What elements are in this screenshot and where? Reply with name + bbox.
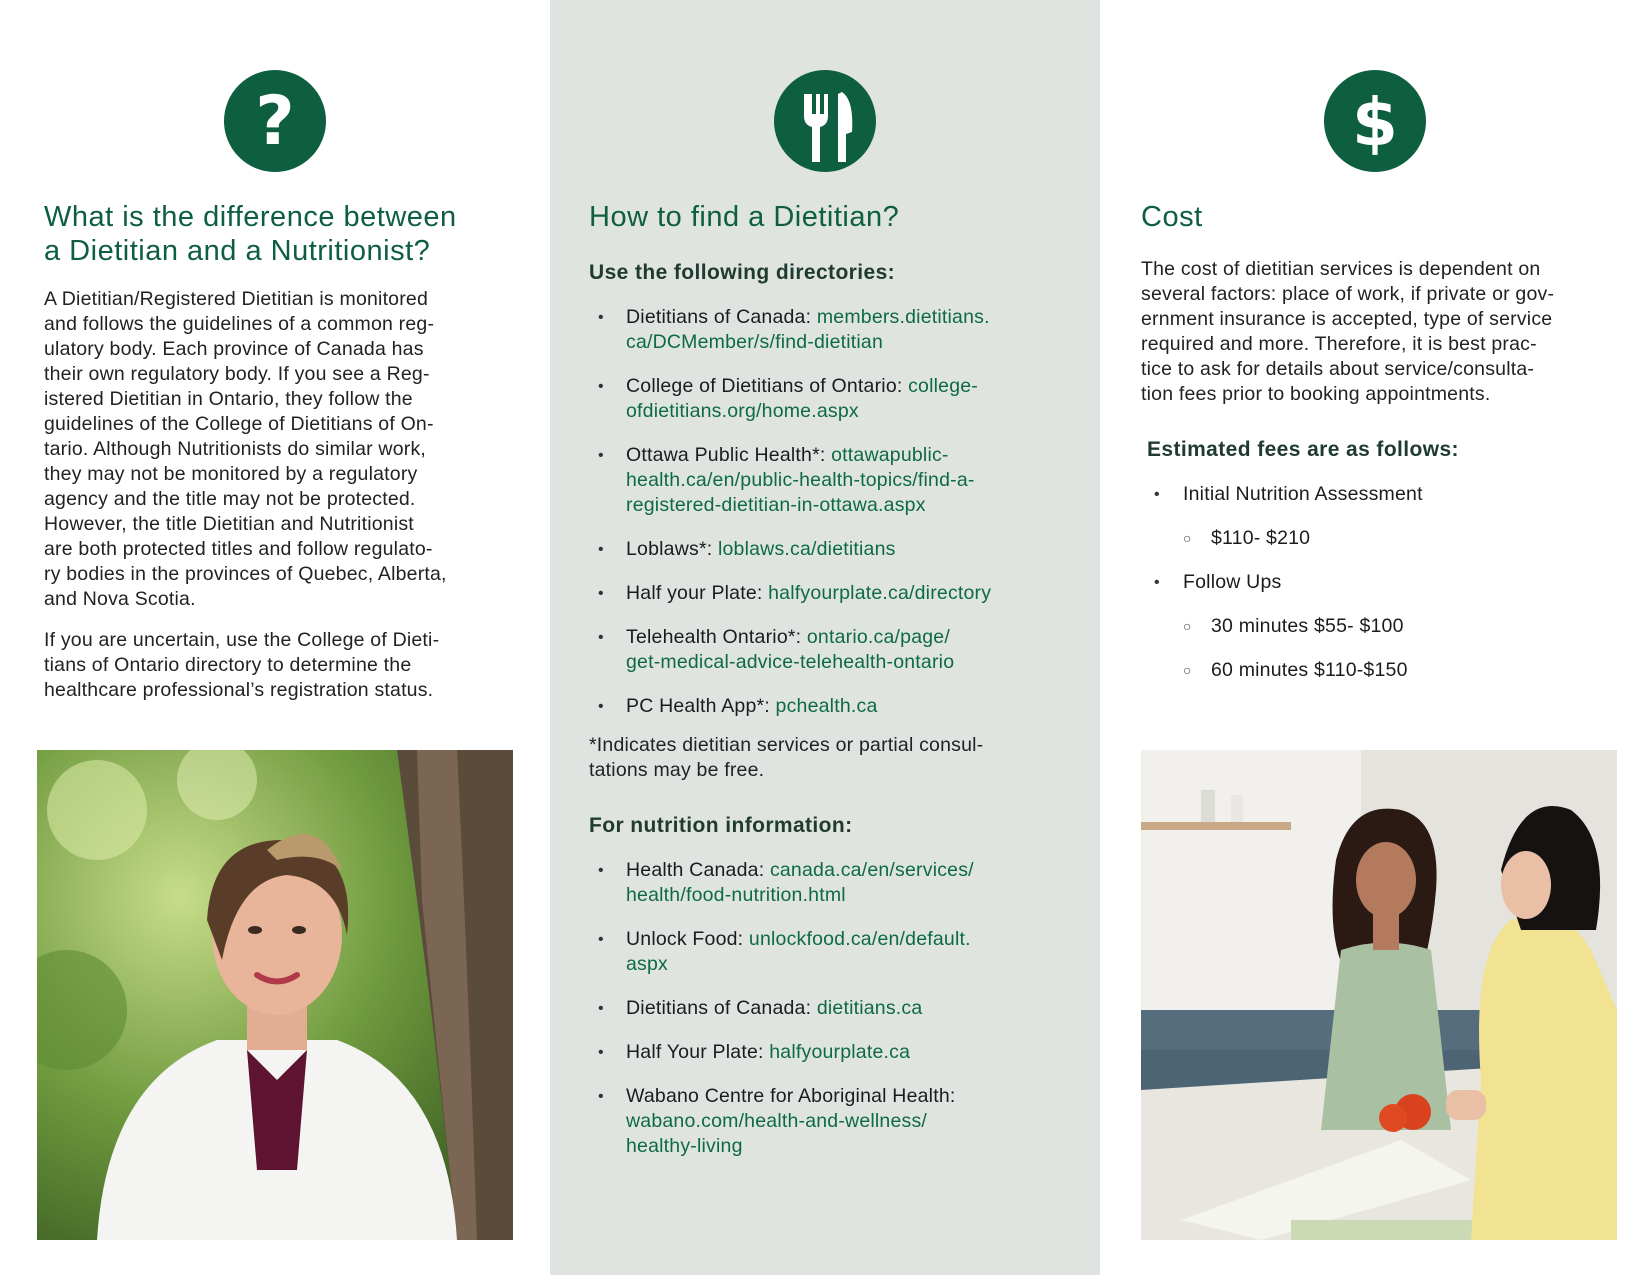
resource-label: Dietitians of Canada: xyxy=(626,997,817,1019)
fee-item: • Initial Nutrition Assessment xyxy=(1147,482,1627,507)
resource-link[interactable]: wabano.com/health-and-wellness/ xyxy=(626,1110,928,1132)
difference-heading xyxy=(44,200,457,268)
list-item xyxy=(589,858,1089,908)
text-line: healthcare professional’s registration status. xyxy=(44,679,434,701)
list-item xyxy=(589,443,1089,518)
fee-subitem: ○ 30 minutes $55- $100 xyxy=(1147,614,1627,639)
kitchen-consultation-photo xyxy=(1141,750,1617,1240)
fork-knife-icon xyxy=(774,70,876,172)
directory-link[interactable]: ofdietitians.org/home.aspx xyxy=(626,400,859,422)
list-item xyxy=(589,694,1089,719)
text-line: and follows the guidelines of a common reg- xyxy=(44,313,435,335)
cost-paragraph xyxy=(1141,257,1636,407)
difference-heading-line1: What is the difference between xyxy=(44,201,457,233)
text-line: tario. Although Nutritionists do similar work, xyxy=(44,438,427,460)
text-line: tion fees prior to booking appointments. xyxy=(1141,383,1491,405)
directory-link[interactable]: loblaws.ca/dietitians xyxy=(717,538,896,560)
resource-label: Wabano Centre for Aboriginal Health: xyxy=(626,1085,956,1107)
text-line: several factors: place of work, if private or gov- xyxy=(1141,283,1555,305)
resource-label: Health Canada: xyxy=(626,859,770,881)
directory-label: PC Health App*: xyxy=(626,695,776,717)
resource-link[interactable]: dietitians.ca xyxy=(816,997,923,1019)
text-line: ernment insurance is accepted, type of service xyxy=(1141,308,1553,330)
list-item xyxy=(589,305,1089,355)
free-services-footnote xyxy=(589,733,1089,783)
directory-link[interactable]: pchealth.ca xyxy=(775,695,878,717)
text-line: However, the title Dietitian and Nutritionist xyxy=(44,513,414,535)
difference-column xyxy=(0,0,550,1275)
directory-link[interactable]: health.ca/en/public-health-topics/find-a- xyxy=(626,469,975,491)
resource-link[interactable]: unlockfood.ca/en/default. xyxy=(748,928,971,950)
directory-link[interactable]: college- xyxy=(908,375,978,397)
difference-paragraph-2 xyxy=(44,628,534,703)
resource-label: Unlock Food: xyxy=(626,928,749,950)
directory-link[interactable]: registered-dietitian-in-ottawa.aspx xyxy=(626,494,926,516)
directory-link[interactable]: ottawapublic- xyxy=(831,444,949,466)
text-line: their own regulatory body. If you see a Reg- xyxy=(44,363,430,385)
fee-subitem: ○ 60 minutes $110-$150 xyxy=(1147,658,1627,683)
text-line: are both protected titles and follow regulato- xyxy=(44,538,433,560)
difference-heading-line2: a Dietitian and a Nutritionist? xyxy=(44,235,431,267)
text-line: tations may be free. xyxy=(589,759,765,781)
text-line: tians of Ontario directory to determine the xyxy=(44,654,412,676)
nutrition-list xyxy=(589,858,1089,1159)
fee-subitem: ○ $110- $210 xyxy=(1147,526,1627,551)
find-dietitian-column xyxy=(550,0,1100,1275)
resource-link[interactable]: halfyourplate.ca xyxy=(769,1041,911,1063)
directories-list xyxy=(589,305,1089,733)
text-line: istered Dietitian in Ontario, they follow the xyxy=(44,388,413,410)
resource-link[interactable]: health/food-nutrition.html xyxy=(626,884,846,906)
text-line: guidelines of the College of Dietitians of On- xyxy=(44,413,434,435)
directory-label: College of Dietitians of Ontario: xyxy=(626,375,909,397)
list-item xyxy=(589,996,1089,1021)
fees-heading: Estimated fees are as follows: xyxy=(1147,438,1459,461)
cost-heading: Cost xyxy=(1141,201,1203,233)
text-line: required and more. Therefore, it is best prac- xyxy=(1141,333,1537,355)
resource-label: Half Your Plate: xyxy=(626,1041,770,1063)
list-item xyxy=(589,581,1089,606)
list-item xyxy=(589,927,1089,977)
list-item xyxy=(589,625,1089,675)
svg-text:$: $ xyxy=(1352,84,1398,161)
list-item xyxy=(589,1084,1089,1159)
resource-link[interactable]: aspx xyxy=(626,953,668,975)
text-line: and Nova Scotia. xyxy=(44,588,196,610)
list-item xyxy=(589,537,1089,562)
cost-column xyxy=(1100,0,1650,1275)
text-line: tice to ask for details about service/consulta- xyxy=(1141,358,1535,380)
text-line: A Dietitian/Registered Dietitian is monitored xyxy=(44,288,429,310)
directory-label: Ottawa Public Health*: xyxy=(626,444,832,466)
directory-label: Dietitians of Canada: xyxy=(626,306,817,328)
question-mark-icon xyxy=(224,70,326,172)
nutrition-heading: For nutrition information: xyxy=(589,814,853,837)
list-item xyxy=(589,1040,1089,1065)
text-line: ry bodies in the provinces of Quebec, Alberta, xyxy=(44,563,447,585)
text-line: The cost of dietitian services is dependent on xyxy=(1141,258,1541,280)
directory-label: Telehealth Ontario*: xyxy=(626,626,807,648)
text-line: *Indicates dietitian services or partial consul- xyxy=(589,734,984,756)
svg-text:?: ? xyxy=(255,82,295,161)
directory-link[interactable]: halfyourplate.ca/directory xyxy=(768,582,992,604)
directory-link[interactable]: members.dietitians. xyxy=(816,306,990,328)
resource-link[interactable]: healthy-living xyxy=(626,1135,743,1157)
text-line: agency and the title may not be protected. xyxy=(44,488,416,510)
directory-label: Half your Plate: xyxy=(626,582,769,604)
dietitian-portrait-photo xyxy=(37,750,513,1240)
dollar-sign-icon xyxy=(1324,70,1426,172)
resource-link[interactable]: canada.ca/en/services/ xyxy=(769,859,974,881)
directory-link[interactable]: ontario.ca/page/ xyxy=(806,626,950,648)
fee-item: • Follow Ups xyxy=(1147,570,1627,595)
text-line: ulatory body. Each province of Canada has xyxy=(44,338,424,360)
text-line: If you are uncertain, use the College of Dieti- xyxy=(44,629,440,651)
fees-list xyxy=(1147,482,1627,702)
directory-link[interactable]: get-medical-advice-telehealth-ontario xyxy=(626,651,955,673)
find-dietitian-heading: How to find a Dietitian? xyxy=(589,201,900,233)
text-line: they may not be monitored by a regulatory xyxy=(44,463,418,485)
list-item xyxy=(589,374,1089,424)
directory-label: Loblaws*: xyxy=(626,538,718,560)
directories-heading: Use the following directories: xyxy=(589,261,896,284)
directory-link[interactable]: ca/DCMember/s/find-dietitian xyxy=(626,331,884,353)
difference-paragraph-1 xyxy=(44,287,534,612)
